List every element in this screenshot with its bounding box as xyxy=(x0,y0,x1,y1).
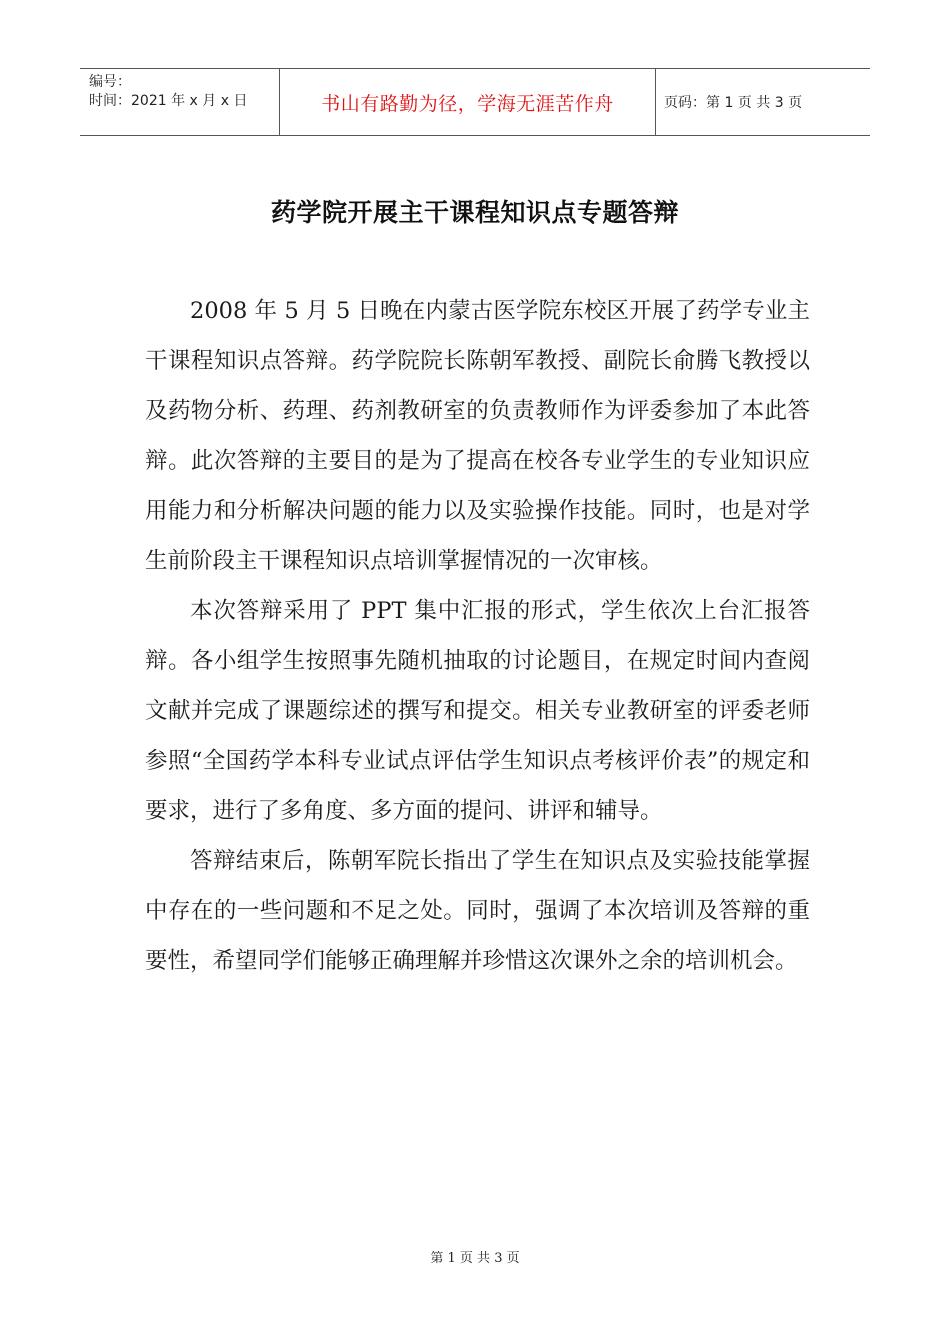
document-body xyxy=(145,286,810,986)
paragraph-3: 答辩结束后，陈朝军院长指出了学生在知识点及实验技能掌握中存在的一些问题和不足之处。同时，强调了本次培训及答辩的重要性，希望同学们能够正确理解并珍惜这次课外之余的培训机会。 xyxy=(145,848,810,974)
document-header xyxy=(80,68,870,136)
number-label: 编号： xyxy=(89,74,131,90)
page-footer: 第 1 页 共 3 页 xyxy=(430,1251,520,1266)
paragraph-1: 2008 年 5 月 5 日晚在内蒙古医学院东校区开展了药学专业主干课程知识点答辩。药学院院长陈朝军教授、副院长俞腾飞教授以及药物分析、药理、药剂教研室的负责教师作为评委参加了本此答辩。此次答辩的主要目的是为了提高在校各专业学生的专业知识应用能力和分析解决问题的能力以及实验操作技能。同时，也是对学生前阶段主干课程知识点培训掌握情况的一次审核。 xyxy=(145,298,810,574)
paragraph-2: 本次答辩采用了 PPT 集中汇报的形式，学生依次上台汇报答辩。各小组学生按照事先随机抽取的讨论题目，在规定时间内查阅文献并完成了课题综述的撰写和提交。相关专业教研室的评委老师参照“全国药学本科专业试点评估学生知识点考核评价表”的规定和要求，进行了多角度、多方面的提问、讲评和辅导。 xyxy=(145,598,810,824)
header-meta xyxy=(80,69,280,135)
date-label: 时间：2021 年 x 月 x 日 xyxy=(89,93,248,109)
document-title: 药学院开展主干课程知识点专题答辩 xyxy=(270,198,679,227)
header-motto: 书山有路勤为径，学海无涯苦作舟 xyxy=(280,69,656,135)
header-page-info: 页码：第 1 页 共 3 页 xyxy=(664,95,803,111)
